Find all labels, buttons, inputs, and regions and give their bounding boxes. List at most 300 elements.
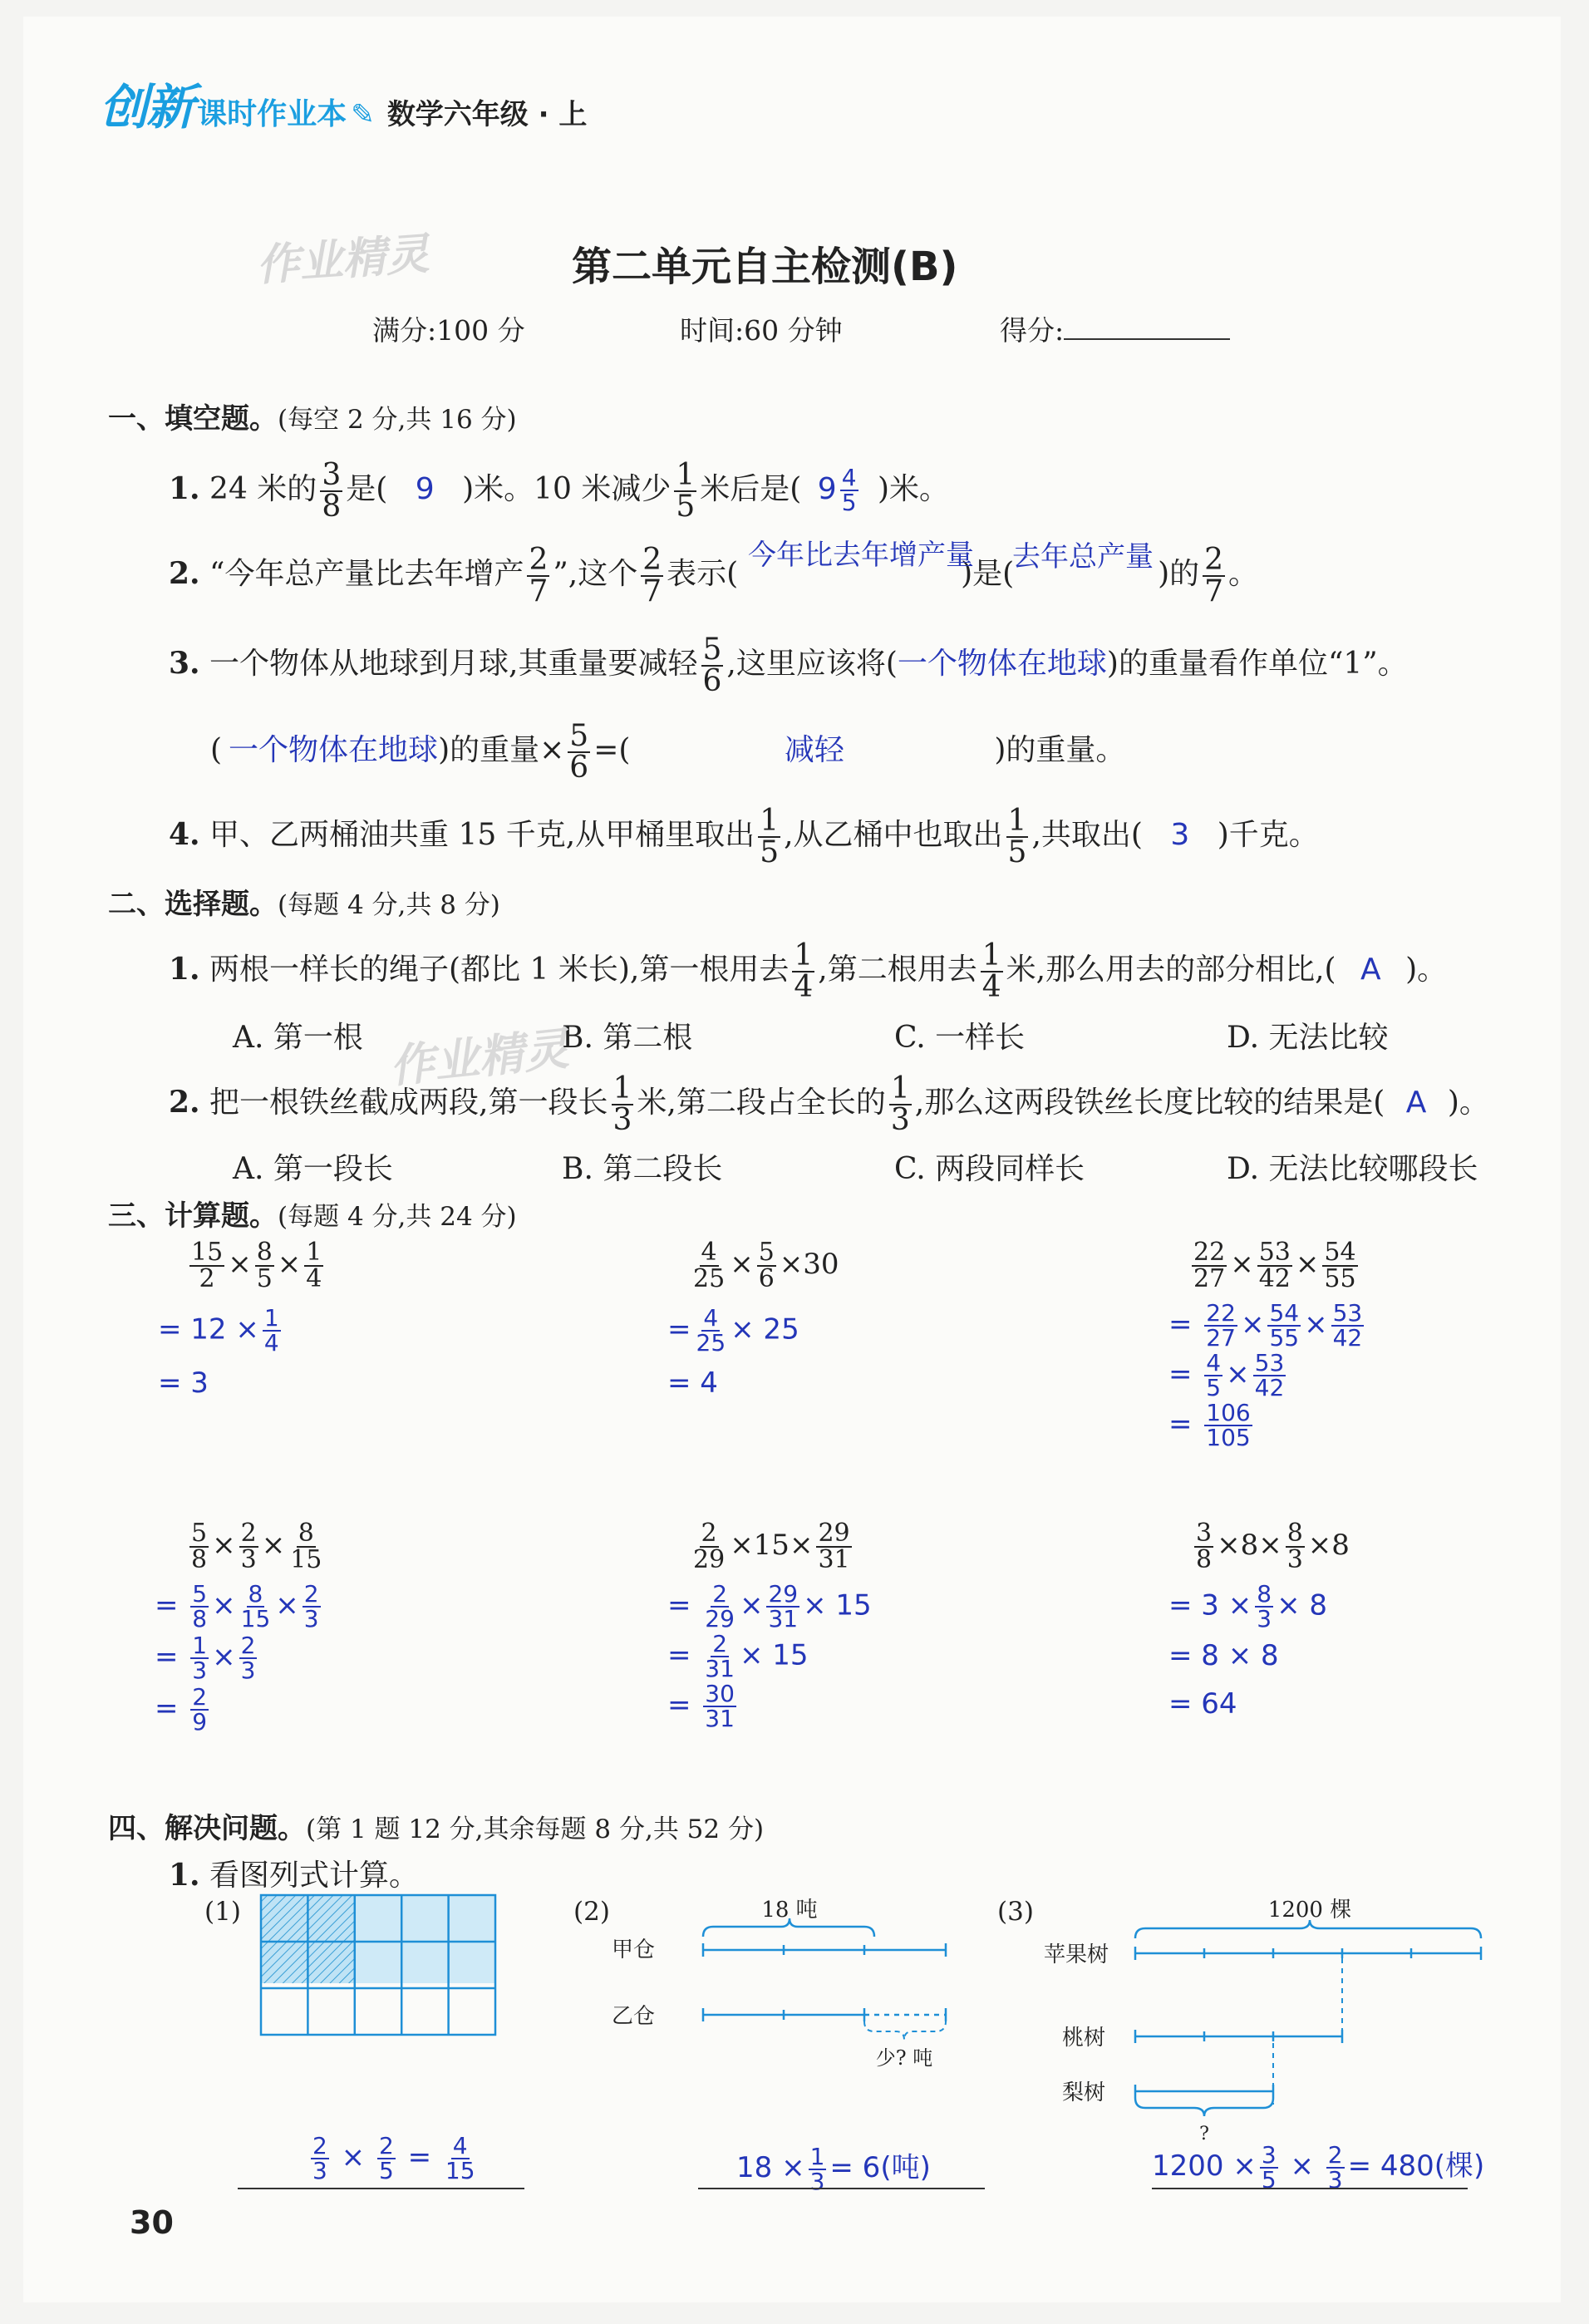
row-label-2: 乙仓	[612, 2004, 656, 2029]
calc-6-step: = 8 × 8	[1168, 1639, 1279, 1672]
num: 1	[1007, 804, 1027, 838]
meta-full: 满分:100 分	[372, 314, 525, 347]
q1-3	[169, 635, 1408, 697]
q1-3-line2	[210, 721, 1125, 783]
section-1-title	[108, 396, 517, 436]
den: 3	[240, 1657, 256, 1684]
den: 3	[890, 1103, 910, 1137]
meta-score	[1000, 309, 1230, 348]
q-text: 24 米的	[209, 472, 317, 506]
q4-1	[169, 1852, 419, 1894]
num: 1	[676, 458, 696, 492]
num: 2	[1327, 2140, 1343, 2169]
num: 2	[642, 543, 662, 577]
den: 29	[705, 1605, 735, 1632]
step-text: ×8×	[1217, 1529, 1282, 1562]
num: 2	[712, 1580, 728, 1608]
diagram-2	[605, 1897, 954, 2080]
den: 4	[981, 970, 1001, 1004]
fraction	[1204, 1401, 1252, 1450]
num: 8	[298, 1519, 314, 1548]
mid-brace	[1135, 1960, 1238, 1977]
calc-6-result: = 64	[1168, 1687, 1237, 1721]
fraction	[568, 721, 590, 783]
den: 105	[1206, 1424, 1251, 1451]
step-text: × 15	[803, 1588, 872, 1622]
num: 22	[1206, 1299, 1236, 1327]
fraction	[444, 2134, 477, 2183]
den: 27	[1193, 1264, 1226, 1293]
q-text: 一个物体从地球到月球,其重量要减轻	[209, 647, 698, 681]
calc-4-step: = $\frac{5}{8}$ × $\frac{8}{15}$ × $\frac{2}{3}$	[155, 1580, 319, 1632]
den: 55	[1324, 1264, 1356, 1293]
pen-icon: ✎	[351, 98, 375, 131]
den: 5	[841, 489, 857, 516]
num: 2	[192, 1683, 208, 1711]
fraction	[1253, 1349, 1286, 1401]
fraction	[311, 2134, 329, 2183]
option[interactable]: D. 无法比较哪段长	[1227, 1152, 1478, 1186]
q2-2	[169, 1071, 1489, 1137]
fraction	[1267, 1299, 1301, 1352]
fraction	[303, 1580, 321, 1632]
option[interactable]: C. 两段同样长	[894, 1152, 1085, 1186]
num: 2	[1204, 543, 1224, 577]
num: 1	[890, 1071, 910, 1105]
q-text: )的重量看作单位“1”。	[1106, 647, 1408, 681]
option[interactable]: A. 第一段长	[233, 1152, 393, 1186]
den: 31	[705, 1655, 735, 1682]
den: 3	[809, 2167, 825, 2195]
q-text: 甲、乙两桶油共重 15 千克,从甲桶里取出	[209, 818, 755, 852]
worksheet	[23, 17, 1561, 2302]
den: 6	[702, 664, 722, 698]
fraction	[757, 1240, 776, 1292]
num: 5	[569, 719, 589, 753]
fraction	[889, 1071, 912, 1137]
fraction	[1286, 1521, 1305, 1573]
answer-q2-2: 去年总产量	[1012, 540, 1154, 574]
option[interactable]: C. 一样长	[894, 1021, 1026, 1055]
num: 54	[1269, 1299, 1300, 1327]
fraction	[304, 1240, 323, 1292]
num: 15	[191, 1238, 224, 1267]
num: 53	[1258, 1238, 1291, 1267]
fraction	[263, 1304, 281, 1356]
whole: 9	[817, 472, 837, 506]
fraction	[1255, 1580, 1273, 1632]
calc-1: $\frac{15}{2}$ × $\frac{8}{5}$ × $\frac{1}{4}$	[191, 1238, 322, 1293]
bar-apple	[1135, 1947, 1481, 2030]
den: 31	[705, 1705, 735, 1732]
den: 42	[1332, 1324, 1363, 1352]
fraction	[612, 1071, 634, 1137]
diagram-3-answer: 1200 × $\frac{3}{5}$ × $\frac{2}{3}$ = 480(棵)	[1152, 2140, 1485, 2194]
num: 1	[760, 804, 780, 838]
meta-time: 时间:60 分钟	[680, 314, 843, 347]
num: 8	[1286, 1519, 1303, 1548]
fraction	[1204, 1299, 1237, 1352]
q-text: =(	[593, 733, 631, 767]
step-text: × 8	[1277, 1588, 1327, 1622]
calc-1-step	[158, 1304, 284, 1356]
num: 29	[768, 1580, 799, 1608]
question-label: ?	[1199, 2124, 1209, 2144]
fraction	[1194, 1521, 1213, 1573]
den: 5	[676, 490, 696, 524]
logo-sub: 课时作业本	[197, 97, 347, 131]
num: 54	[1324, 1238, 1356, 1267]
option[interactable]: B. 第二根	[562, 1021, 693, 1055]
fraction	[190, 1580, 209, 1632]
den: 5	[378, 2157, 394, 2184]
den: 29	[693, 1545, 726, 1574]
num: 1	[612, 1071, 632, 1105]
num: 53	[1254, 1349, 1285, 1376]
den: 6	[569, 751, 589, 785]
den: 3	[312, 2157, 327, 2184]
num: 3	[1196, 1519, 1213, 1548]
step-text: ×30	[779, 1248, 839, 1281]
den: 5	[1007, 835, 1027, 869]
q-text: )的重量。	[994, 733, 1126, 767]
score-blank[interactable]	[1064, 338, 1230, 340]
den: 15	[240, 1605, 271, 1632]
den: 8	[1196, 1545, 1213, 1574]
section-1-heading: 一、填空题。	[108, 402, 278, 436]
den: 7	[642, 574, 662, 608]
calc-4-result: = $\frac{2}{9}$	[155, 1683, 208, 1736]
section-2-heading: 二、选择题。	[108, 888, 278, 921]
q-text: )米。	[877, 472, 950, 506]
option[interactable]: A. 第一根	[233, 1021, 363, 1055]
light-region	[355, 1895, 495, 1983]
fraction	[766, 1580, 799, 1632]
step-text: = 480(棵)	[1347, 2149, 1485, 2183]
num: 4	[701, 1238, 717, 1267]
fraction	[377, 2134, 396, 2183]
section-3-note: (每题 4 分,共 24 分)	[278, 1202, 517, 1232]
q-text: (	[210, 733, 223, 767]
calc-2: $\frac{4}{25}$ × $\frac{5}{6}$ ×30	[693, 1238, 839, 1293]
den: 7	[529, 574, 549, 608]
num: 106	[1206, 1399, 1251, 1426]
den: 4	[263, 1329, 279, 1356]
num: 2	[312, 2132, 327, 2159]
calc-4: $\frac{5}{8}$ × $\frac{2}{3}$ × $\frac{8}{15}$	[191, 1519, 322, 1574]
num: 4	[1206, 1349, 1222, 1376]
fraction	[816, 1521, 851, 1573]
num: 2	[240, 1632, 256, 1659]
fraction	[981, 938, 1003, 1004]
step-text: 18 ×	[736, 2151, 805, 2184]
den: 5	[1206, 1374, 1222, 1401]
bar-pear	[1135, 2085, 1273, 2098]
bottom-brace	[1135, 2098, 1273, 2116]
bottom-brace	[864, 2021, 946, 2040]
num: 3	[322, 458, 342, 492]
q-text: ,从乙桶中也取出	[784, 818, 1003, 852]
step-text: = 6(吨)	[829, 2151, 931, 2184]
diagram-2-answer	[736, 2144, 931, 2194]
step-text: ×8	[1307, 1529, 1350, 1562]
q-num: 1.	[169, 1858, 200, 1893]
num: 29	[818, 1519, 850, 1548]
top-brace	[1135, 1920, 1481, 1938]
fraction	[239, 1580, 273, 1632]
q-text: )的	[1158, 557, 1200, 591]
q-text: ,第二根用去	[818, 953, 977, 987]
page-title: 第二单元自主检测(B)	[572, 244, 958, 290]
section-1-note: (每空 2 分,共 16 分)	[278, 405, 517, 435]
calc-1-result: = 3	[158, 1366, 209, 1400]
den: 6	[758, 1264, 775, 1293]
answer-line	[698, 2188, 985, 2189]
den: 3	[1257, 1605, 1272, 1632]
fraction	[1326, 2140, 1345, 2194]
meta-score-label: 得分:	[1000, 314, 1065, 347]
fraction	[190, 1634, 209, 1682]
q-text: 。	[1228, 557, 1259, 591]
row-label-3: 梨树	[1062, 2080, 1106, 2105]
diagram-3	[1044, 1897, 1509, 2146]
num: 1	[809, 2142, 825, 2170]
calc-2-result: = 4	[667, 1366, 718, 1400]
den: 55	[1269, 1324, 1300, 1352]
diagram-1-answer: $\frac{2}{3}$ × $\frac{2}{5}$ = $\frac{4}{15}$	[312, 2132, 475, 2184]
den: 15	[290, 1545, 322, 1574]
diagram-1-label: (1)	[204, 1897, 241, 1927]
q-text: )。	[1447, 1086, 1489, 1120]
section-4-title	[108, 1805, 764, 1846]
num: 5	[191, 1519, 208, 1548]
num: 2	[378, 2132, 394, 2159]
fraction	[809, 2142, 827, 2195]
den: 3	[240, 1545, 257, 1574]
num: 2	[240, 1519, 257, 1548]
calc-5	[688, 1521, 855, 1573]
watermark: 作业精灵	[386, 1022, 572, 1094]
num: 5	[758, 1238, 775, 1267]
q-text: )是(	[961, 557, 1015, 591]
question-label: 少? 吨	[875, 2046, 933, 2070]
calc-5-result: = $\frac{30}{31}$	[667, 1680, 735, 1732]
den: 42	[1254, 1374, 1285, 1401]
num: 8	[248, 1580, 263, 1608]
answer-q2-1: 今年比去年增产量	[748, 539, 974, 572]
diagram-1-grid	[259, 1893, 497, 2036]
num: 4	[452, 2132, 468, 2159]
q-num: 1.	[169, 952, 200, 987]
calc-5-step: = $\frac{2}{31}$ × 15	[667, 1630, 809, 1682]
num: 1	[263, 1304, 279, 1332]
top-label: 1200 棵	[1267, 1898, 1352, 1923]
q-text: 米后是(	[700, 472, 802, 506]
fraction	[703, 1682, 736, 1731]
den: 2	[199, 1264, 215, 1293]
answer: 9	[415, 472, 435, 506]
step-text: = 12 ×	[158, 1312, 259, 1347]
q-text: ,这里应该将(	[726, 647, 898, 681]
den: 5	[1261, 2165, 1277, 2194]
step-text: = 3 ×	[1168, 1588, 1252, 1622]
fraction	[1257, 1240, 1292, 1292]
step-text: =	[667, 1312, 691, 1347]
step-text: × 25	[731, 1312, 799, 1347]
section-3-title	[108, 1193, 517, 1233]
den: 3	[1286, 1545, 1303, 1574]
den: 27	[1206, 1324, 1236, 1352]
step-text: 1200 ×	[1152, 2149, 1257, 2183]
answer-line	[1152, 2188, 1468, 2189]
q-text: 看图列式计算。	[209, 1859, 420, 1893]
fraction	[1192, 1240, 1227, 1292]
diagram-2-label: (2)	[573, 1897, 610, 1927]
fraction	[239, 1634, 258, 1682]
den: 3	[612, 1103, 632, 1137]
fraction	[1204, 1349, 1222, 1401]
fraction	[1331, 1299, 1365, 1352]
num: 1	[306, 1238, 322, 1267]
fraction	[1322, 1240, 1357, 1292]
calc-3-step: = $\frac{22}{27}$ × $\frac{54}{55}$ × $\frac{53}{42}$	[1168, 1299, 1363, 1352]
num: 22	[1193, 1238, 1226, 1267]
option[interactable]: B. 第二段长	[562, 1152, 723, 1186]
top-brace	[703, 1918, 874, 1937]
fraction	[1203, 545, 1225, 607]
den: 25	[693, 1264, 726, 1293]
q-num: 1.	[169, 471, 200, 506]
den: 25	[696, 1329, 726, 1356]
q-text: 两根一样长的绳子(都比 1 米长),第一根用去	[209, 953, 790, 987]
q-text: ,共取出(	[1031, 818, 1143, 852]
fraction	[695, 1304, 728, 1356]
logo-main: 创新	[100, 79, 194, 135]
calc-6-step	[1168, 1580, 1327, 1632]
row-label-1: 甲仓	[612, 1937, 656, 1962]
fraction	[1260, 2140, 1278, 2194]
calc-6	[1191, 1521, 1350, 1573]
answer-mixed	[817, 464, 862, 516]
bar-2	[703, 2008, 946, 2021]
num: 3	[1261, 2140, 1277, 2169]
section-3-heading: 三、计算题。	[108, 1199, 278, 1233]
num: 2	[712, 1630, 728, 1657]
row-label-1: 苹果树	[1044, 1942, 1109, 1967]
q2-1	[169, 938, 1448, 1004]
den: 31	[768, 1605, 799, 1632]
q-num: 2.	[169, 556, 200, 591]
calc-5-step: = $\frac{2}{29}$ × $\frac{29}{31}$ × 15	[667, 1580, 872, 1632]
q-text: )的重量×	[438, 733, 565, 767]
den: 42	[1258, 1264, 1291, 1293]
den: 5	[256, 1264, 273, 1293]
den: 7	[1204, 574, 1224, 608]
num: 30	[705, 1680, 735, 1707]
step-text: ×15×	[730, 1529, 814, 1562]
den: 8	[191, 1545, 208, 1574]
num: 2	[701, 1519, 717, 1548]
den: 5	[760, 835, 780, 869]
q-text: )千克。	[1217, 818, 1319, 852]
fraction	[840, 466, 858, 515]
den: 9	[192, 1708, 208, 1736]
fraction	[189, 1240, 224, 1292]
fraction	[792, 938, 814, 1004]
calc-4-step: = $\frac{1}{3}$ × $\frac{2}{3}$	[155, 1632, 256, 1684]
q-text: ,那么这两段铁丝长度比较的结果是(	[914, 1086, 1385, 1120]
num: 5	[702, 633, 722, 667]
header	[100, 68, 587, 138]
q-text: “今年总产量比去年增产	[209, 557, 524, 591]
den: 3	[1327, 2165, 1343, 2194]
diagram-3-label: (3)	[997, 1897, 1034, 1927]
q1-4	[169, 806, 1319, 868]
section-2-note: (每题 4 分,共 8 分)	[278, 890, 500, 920]
den: 3	[303, 1605, 319, 1632]
num: 1	[794, 938, 814, 972]
page-number: 30	[130, 2204, 174, 2241]
calc-3-step: = $\frac{4}{5}$ × $\frac{53}{42}$	[1168, 1349, 1285, 1401]
q-text: 是(	[346, 472, 388, 506]
subject: 数学六年级 · 上	[386, 98, 588, 131]
num: 1	[981, 938, 1001, 972]
fraction	[703, 1632, 736, 1681]
fraction	[189, 1521, 209, 1573]
answer: 减轻	[784, 733, 844, 767]
num: 8	[256, 1238, 273, 1267]
fraction	[190, 1683, 209, 1736]
num: 4	[703, 1304, 719, 1332]
num: 5	[192, 1580, 208, 1608]
num: 2	[303, 1580, 319, 1608]
answer-line	[238, 2188, 524, 2189]
num: 4	[841, 464, 857, 491]
answer: A	[1360, 953, 1381, 987]
fraction	[239, 1521, 258, 1573]
den: 15	[445, 2157, 475, 2184]
den: 3	[192, 1657, 208, 1684]
row-label-2: 桃树	[1062, 2026, 1106, 2051]
fraction	[691, 1240, 726, 1292]
calc-3: $\frac{22}{27}$ × $\frac{53}{42}$ × $\frac{54}{55}$	[1193, 1238, 1356, 1293]
q-num: 3.	[169, 646, 200, 681]
num: 8	[1257, 1580, 1272, 1608]
q-text: 把一根铁丝截成两段,第一段长	[209, 1086, 608, 1120]
answer: 一个物体在地球	[897, 647, 1107, 681]
q-num: 4.	[169, 817, 200, 852]
num: 2	[529, 543, 549, 577]
fraction	[1006, 806, 1029, 868]
q-text: 米,那么用去的部分相比,(	[1006, 953, 1336, 987]
num: 1	[192, 1632, 208, 1659]
fraction	[703, 1580, 736, 1632]
q1-1	[169, 460, 949, 522]
q-text: )米。10 米减少	[462, 472, 672, 506]
q-text: )。	[1405, 953, 1448, 987]
watermark: 作业精灵	[254, 229, 431, 292]
q-text: ”,这个	[553, 557, 638, 591]
section-2-title	[108, 881, 500, 922]
answer: 3	[1170, 818, 1190, 852]
answer: 一个物体在地球	[229, 733, 439, 767]
top-label: 18 吨	[761, 1898, 818, 1923]
den: 8	[192, 1605, 208, 1632]
q-text: 表示(	[667, 557, 739, 591]
calc-3-result: = $\frac{106}{105}$	[1168, 1399, 1251, 1451]
fraction	[641, 545, 663, 607]
option[interactable]: D. 无法比较	[1227, 1021, 1389, 1055]
